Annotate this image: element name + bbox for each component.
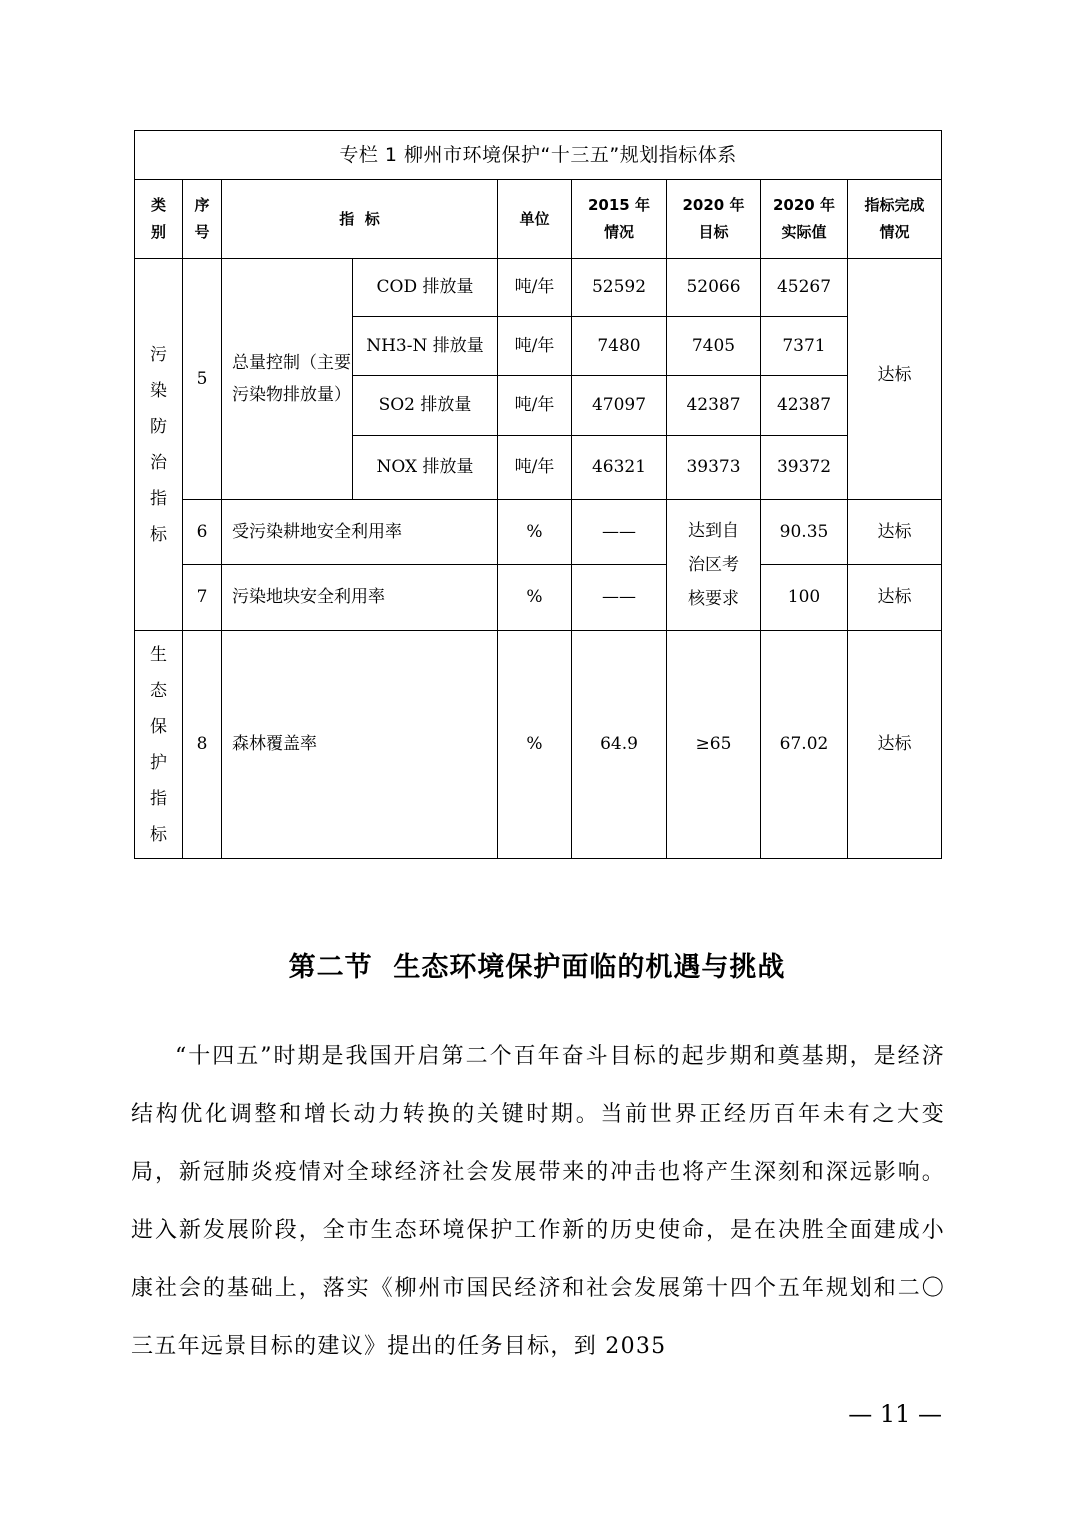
value-2020-target: 52066 xyxy=(667,259,761,317)
table-title: 专栏 1 柳州市环境保护“十三五”规划指标体系 xyxy=(135,131,942,180)
header-category xyxy=(135,180,183,259)
value-2020-actual: 7371 xyxy=(761,317,848,376)
unit-cell: % xyxy=(498,631,572,859)
value-2020-actual: 90.35 xyxy=(761,500,848,565)
seq-7: 7 xyxy=(183,565,222,631)
group-pollution-label: 污染防治指标 xyxy=(150,344,167,545)
indicator-name: 污染地块安全利用率 xyxy=(222,565,498,631)
seq-8: 8 xyxy=(183,631,222,859)
completion-7: 达标 xyxy=(848,565,942,631)
value-2015: 52592 xyxy=(572,259,667,317)
value-2015: 64.9 xyxy=(572,631,667,859)
completion-5: 达标 xyxy=(848,259,942,500)
value-2015: —— xyxy=(572,500,667,565)
group-ecology xyxy=(135,631,183,859)
indicator-table xyxy=(134,130,942,859)
seq-6: 6 xyxy=(183,500,222,565)
unit-cell: 吨/年 xyxy=(498,436,572,500)
completion-6: 达标 xyxy=(848,500,942,565)
header-seq-text: 序号 xyxy=(194,196,210,241)
merged-target-text: 达到自治区考核要求 xyxy=(688,521,739,609)
value-2020-actual: 67.02 xyxy=(761,631,848,859)
value-2015: 46321 xyxy=(572,436,667,500)
value-2020-target: 7405 xyxy=(667,317,761,376)
group-ecology-label: 生态保护指标 xyxy=(150,644,167,845)
sub-indicator: COD 排放量 xyxy=(353,259,498,317)
group-pollution xyxy=(135,259,183,631)
body-paragraph: “十四五”时期是我国开启第二个百年奋斗目标的起步期和奠基期，是经济结构优化调整和增长动力转换的关键时期。当前世界正经历百年未有之大变局，新冠肺炎疫情对全球经济社会发展带来的冲击也将产生深刻和深远影响。进入新发展阶段，全市生态环境保护工作新的历史使命，是在决胜全面建成小康社会的基础上，落实《柳州市国民经济和社会发展第十四个五年规划和二〇三五年远景目标的建议》提出的任务目标，到 2035 xyxy=(131,1044,945,1359)
value-2020-actual: 42387 xyxy=(761,376,848,436)
header-2015: 2015 年 情况 xyxy=(572,180,667,259)
header-seq xyxy=(183,180,222,259)
value-2020-target: 42387 xyxy=(667,376,761,436)
sub-indicator: NH3-N 排放量 xyxy=(353,317,498,376)
value-2020-target: 39373 xyxy=(667,436,761,500)
sub-indicator: SO2 排放量 xyxy=(353,376,498,436)
unit-cell: 吨/年 xyxy=(498,317,572,376)
seq-5: 5 xyxy=(183,259,222,500)
header-unit: 单位 xyxy=(498,180,572,259)
header-completion: 指标完成 情况 xyxy=(848,180,942,259)
completion-8: 达标 xyxy=(848,631,942,859)
indicator-name: 森林覆盖率 xyxy=(222,631,498,859)
merged-target-6-7 xyxy=(667,500,761,631)
value-2020-target: ≥65 xyxy=(667,631,761,859)
value-2015: 47097 xyxy=(572,376,667,436)
header-category-text: 类别 xyxy=(151,196,167,241)
sub-indicator: NOX 排放量 xyxy=(353,436,498,500)
indicator-name: 受污染耕地安全利用率 xyxy=(222,500,498,565)
unit-cell: % xyxy=(498,565,572,631)
value-2015: —— xyxy=(572,565,667,631)
unit-cell: 吨/年 xyxy=(498,259,572,317)
header-indicator: 指 标 xyxy=(222,180,498,259)
unit-cell: % xyxy=(498,500,572,565)
section-title: 第二节 生态环境保护面临的机遇与挑战 xyxy=(288,952,786,983)
header-2020-actual: 2020 年 实际值 xyxy=(761,180,848,259)
value-2020-actual: 100 xyxy=(761,565,848,631)
value-2020-actual: 45267 xyxy=(761,259,848,317)
header-2020-target: 2020 年 目标 xyxy=(667,180,761,259)
value-2020-actual: 39372 xyxy=(761,436,848,500)
value-2015: 7480 xyxy=(572,317,667,376)
total-control-name: 总量控制（主要污染物排放量） xyxy=(222,259,353,500)
unit-cell: 吨/年 xyxy=(498,376,572,436)
page-number: — 11 — xyxy=(848,1400,942,1428)
